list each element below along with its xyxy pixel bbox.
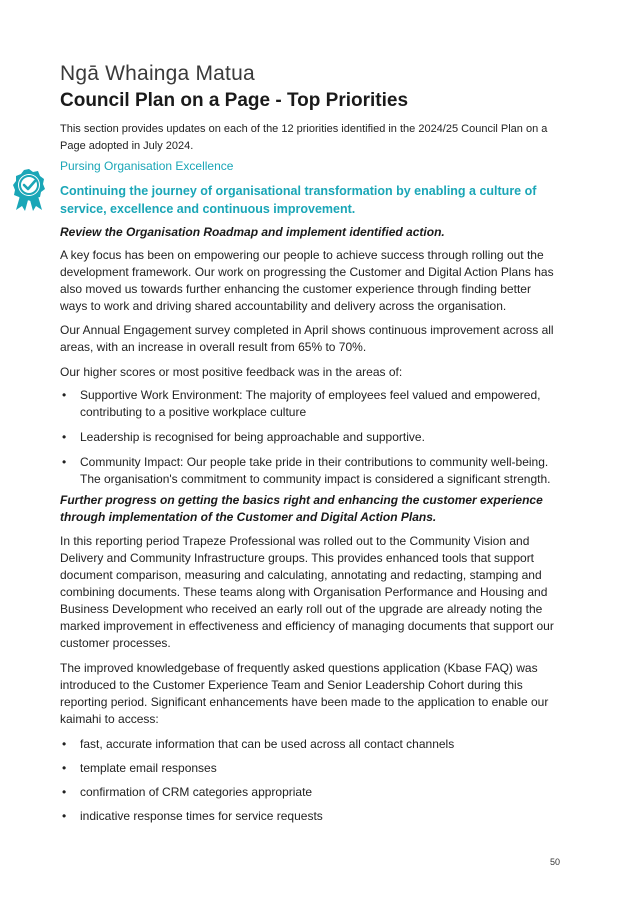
bullet-glyph: • — [62, 455, 67, 469]
bullet-glyph: • — [62, 388, 67, 402]
list-item — [60, 784, 560, 801]
paragraph-higher-scores: Our higher scores or most positive feedback was in the areas of: — [60, 365, 403, 379]
list-item-text: fast, accurate information that can be used across all contact channels — [80, 737, 455, 751]
list-item-text: confirmation of CRM categories appropriate — [80, 785, 313, 799]
feedback-list — [60, 387, 560, 488]
paragraph-engagement-survey: Our Annual Engagement survey completed in April shows continuous improvement across all areas, with an increase in overall result from 65% to 70%. — [60, 323, 554, 354]
heading-basics-right: Further progress on getting the basics right and enhancing the customer experience through implementation of the Customer and Digital Action Plans. — [60, 493, 543, 524]
list-item — [60, 808, 560, 825]
bullet-glyph: • — [62, 809, 67, 823]
bullet-glyph: • — [62, 785, 67, 799]
paragraph-trapeze: In this reporting period Trapeze Professional was rolled out to the Community Vision and Delivery and Community Infrastructure groups. This provides enhanced tools that support document comparison, measuring and calculating, annotating and redacting, stamping and combining documents. These teams along with Organisation Performance and Housing and Business Development who received an early roll out of the upgrade are already noting the marked improvement in effectiveness and efficiency of managing documents that support our customer processes. — [60, 534, 554, 650]
page-title: Council Plan on a Page - Top Priorities — [60, 90, 409, 111]
list-item — [60, 736, 560, 753]
list-item-text: template email responses — [80, 761, 217, 775]
award-ribbon-check-icon — [12, 168, 46, 212]
list-item — [60, 387, 560, 421]
page-number: 50 — [550, 857, 561, 867]
bullet-glyph: • — [62, 430, 67, 444]
section-goal: Continuing the journey of organisational transformation by enabling a culture of service, excellence and continuous improvement. — [60, 184, 537, 216]
list-item-text: Community Impact: Our people take pride in their contributions to community well-being. The organisation's commitment to community impact is considered a significant strength. — [80, 455, 551, 486]
list-item — [60, 760, 560, 777]
list-item — [60, 454, 560, 488]
maori-heading: Ngā Whainga Matua — [60, 62, 255, 85]
list-item-text: Leadership is recognised for being approachable and supportive. — [80, 430, 425, 444]
paragraph-kbase: The improved knowledgebase of frequently asked questions application (Kbase FAQ) was introduced to the Customer Experience Team and Senior Leadership Cohort during this reporting period. Significant enhancements have been made to the application to enable our kaimahi to access: — [60, 661, 549, 726]
bullet-glyph: • — [62, 761, 67, 775]
list-item-text: indicative response times for service requests — [80, 809, 323, 823]
heading-roadmap: Review the Organisation Roadmap and implement identified action. — [60, 225, 445, 239]
paragraph-development-framework: A key focus has been on empowering our people to achieve success through rolling out the development framework. Our work on progressing the Customer and Digital Action Plans has also moved us towards further enhancing the customer experience through finding better ways to work and driving shared accountability and delivery across the organisation. — [60, 248, 554, 313]
list-item — [60, 429, 560, 446]
intro-text: This section provides updates on each of the 12 priorities identified in the 2024/25 Council Plan on a Page adopted in July 2024. — [60, 123, 548, 152]
section-label: Pursing Organisation Excellence — [60, 159, 234, 173]
list-item-text: Supportive Work Environment: The majority of employees feel valued and empowered, contributing to a positive workplace culture — [80, 388, 541, 419]
bullet-glyph: • — [62, 737, 67, 751]
kbase-features-list — [60, 736, 560, 825]
